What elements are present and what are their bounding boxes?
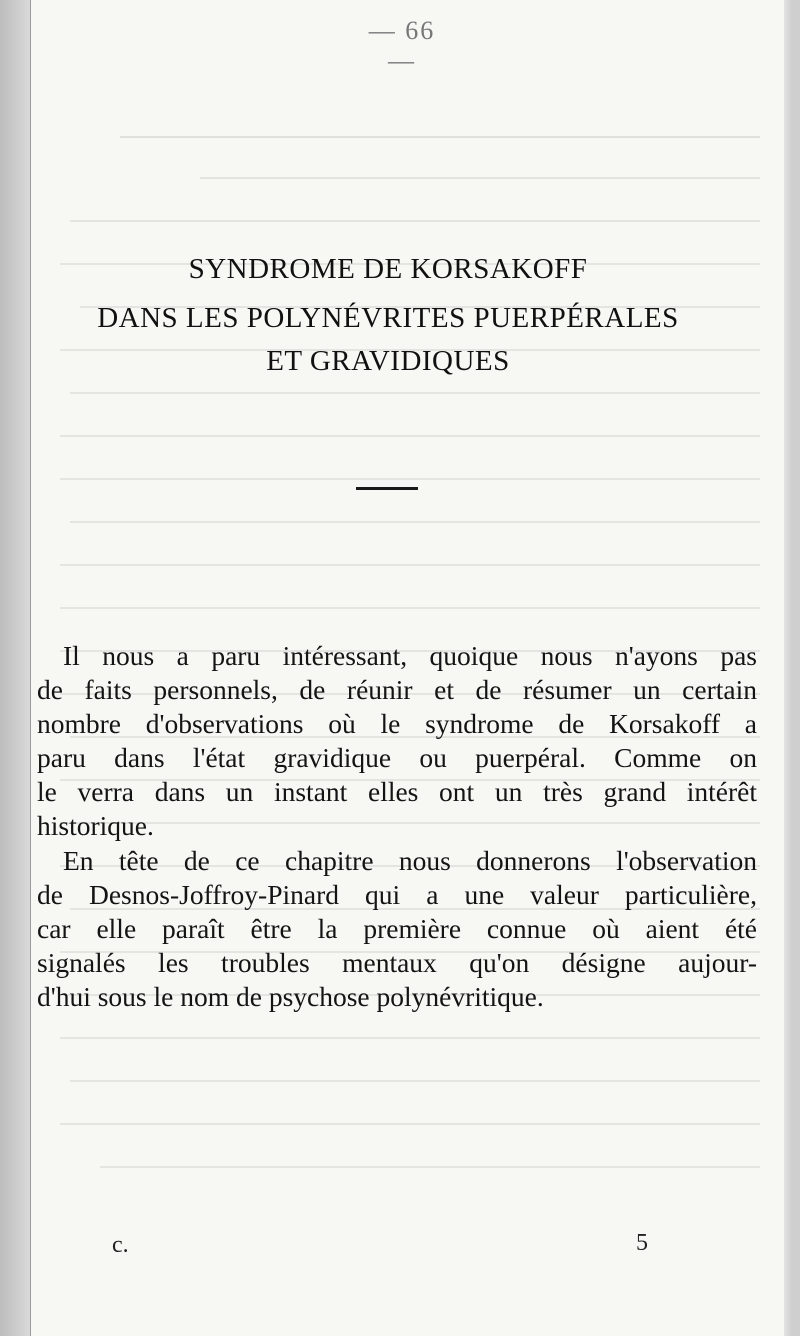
chapter-title-line-3: ET GRAVIDIQUES [266,345,510,377]
text-line: nombre d'observations où le syndrome de Korsakoff a [37,708,757,739]
chapter-title-line-1: SYNDROME DE KORSAKOFF [188,253,588,285]
chapter-body [37,639,757,1014]
page-edge-shadow-left [0,0,30,1336]
signature-mark: c. [112,1232,129,1258]
paragraph-2 [37,844,757,1014]
text-line: historique. [37,810,154,841]
text-line: En tête de ce chapitre nous donnerons l'observation [63,845,757,876]
section-divider-rule [356,487,418,490]
text-line: paru dans l'état gravidique ou puerpéral. Comme on [37,742,757,773]
text-line: d'hui sous le nom de psychose polynévritique. [37,981,544,1012]
paragraph-1 [37,639,757,843]
text-line: signalés les troubles mentaux qu'on désigne aujour- [37,947,757,978]
page-number: — 66 — [368,16,436,75]
text-line: car elle paraît être la première connue où aient été [37,913,757,944]
chapter-title-line-2: DANS LES POLYNÉVRITES PUERPÉRALES [97,302,679,334]
text-line: de Desnos-Joffroy-Pinard qui a une valeur particulière, [37,879,757,910]
page-edge-shadow-right [784,0,792,1336]
text-line: de faits personnels, de réunir et de résumer un certain [37,674,757,705]
text-line: Il nous a paru intéressant, quoique nous n'ayons pas [63,640,757,671]
text-line: le verra dans un instant elles ont un très grand intérêt [37,776,757,807]
sheet-number: 5 [636,1230,648,1256]
